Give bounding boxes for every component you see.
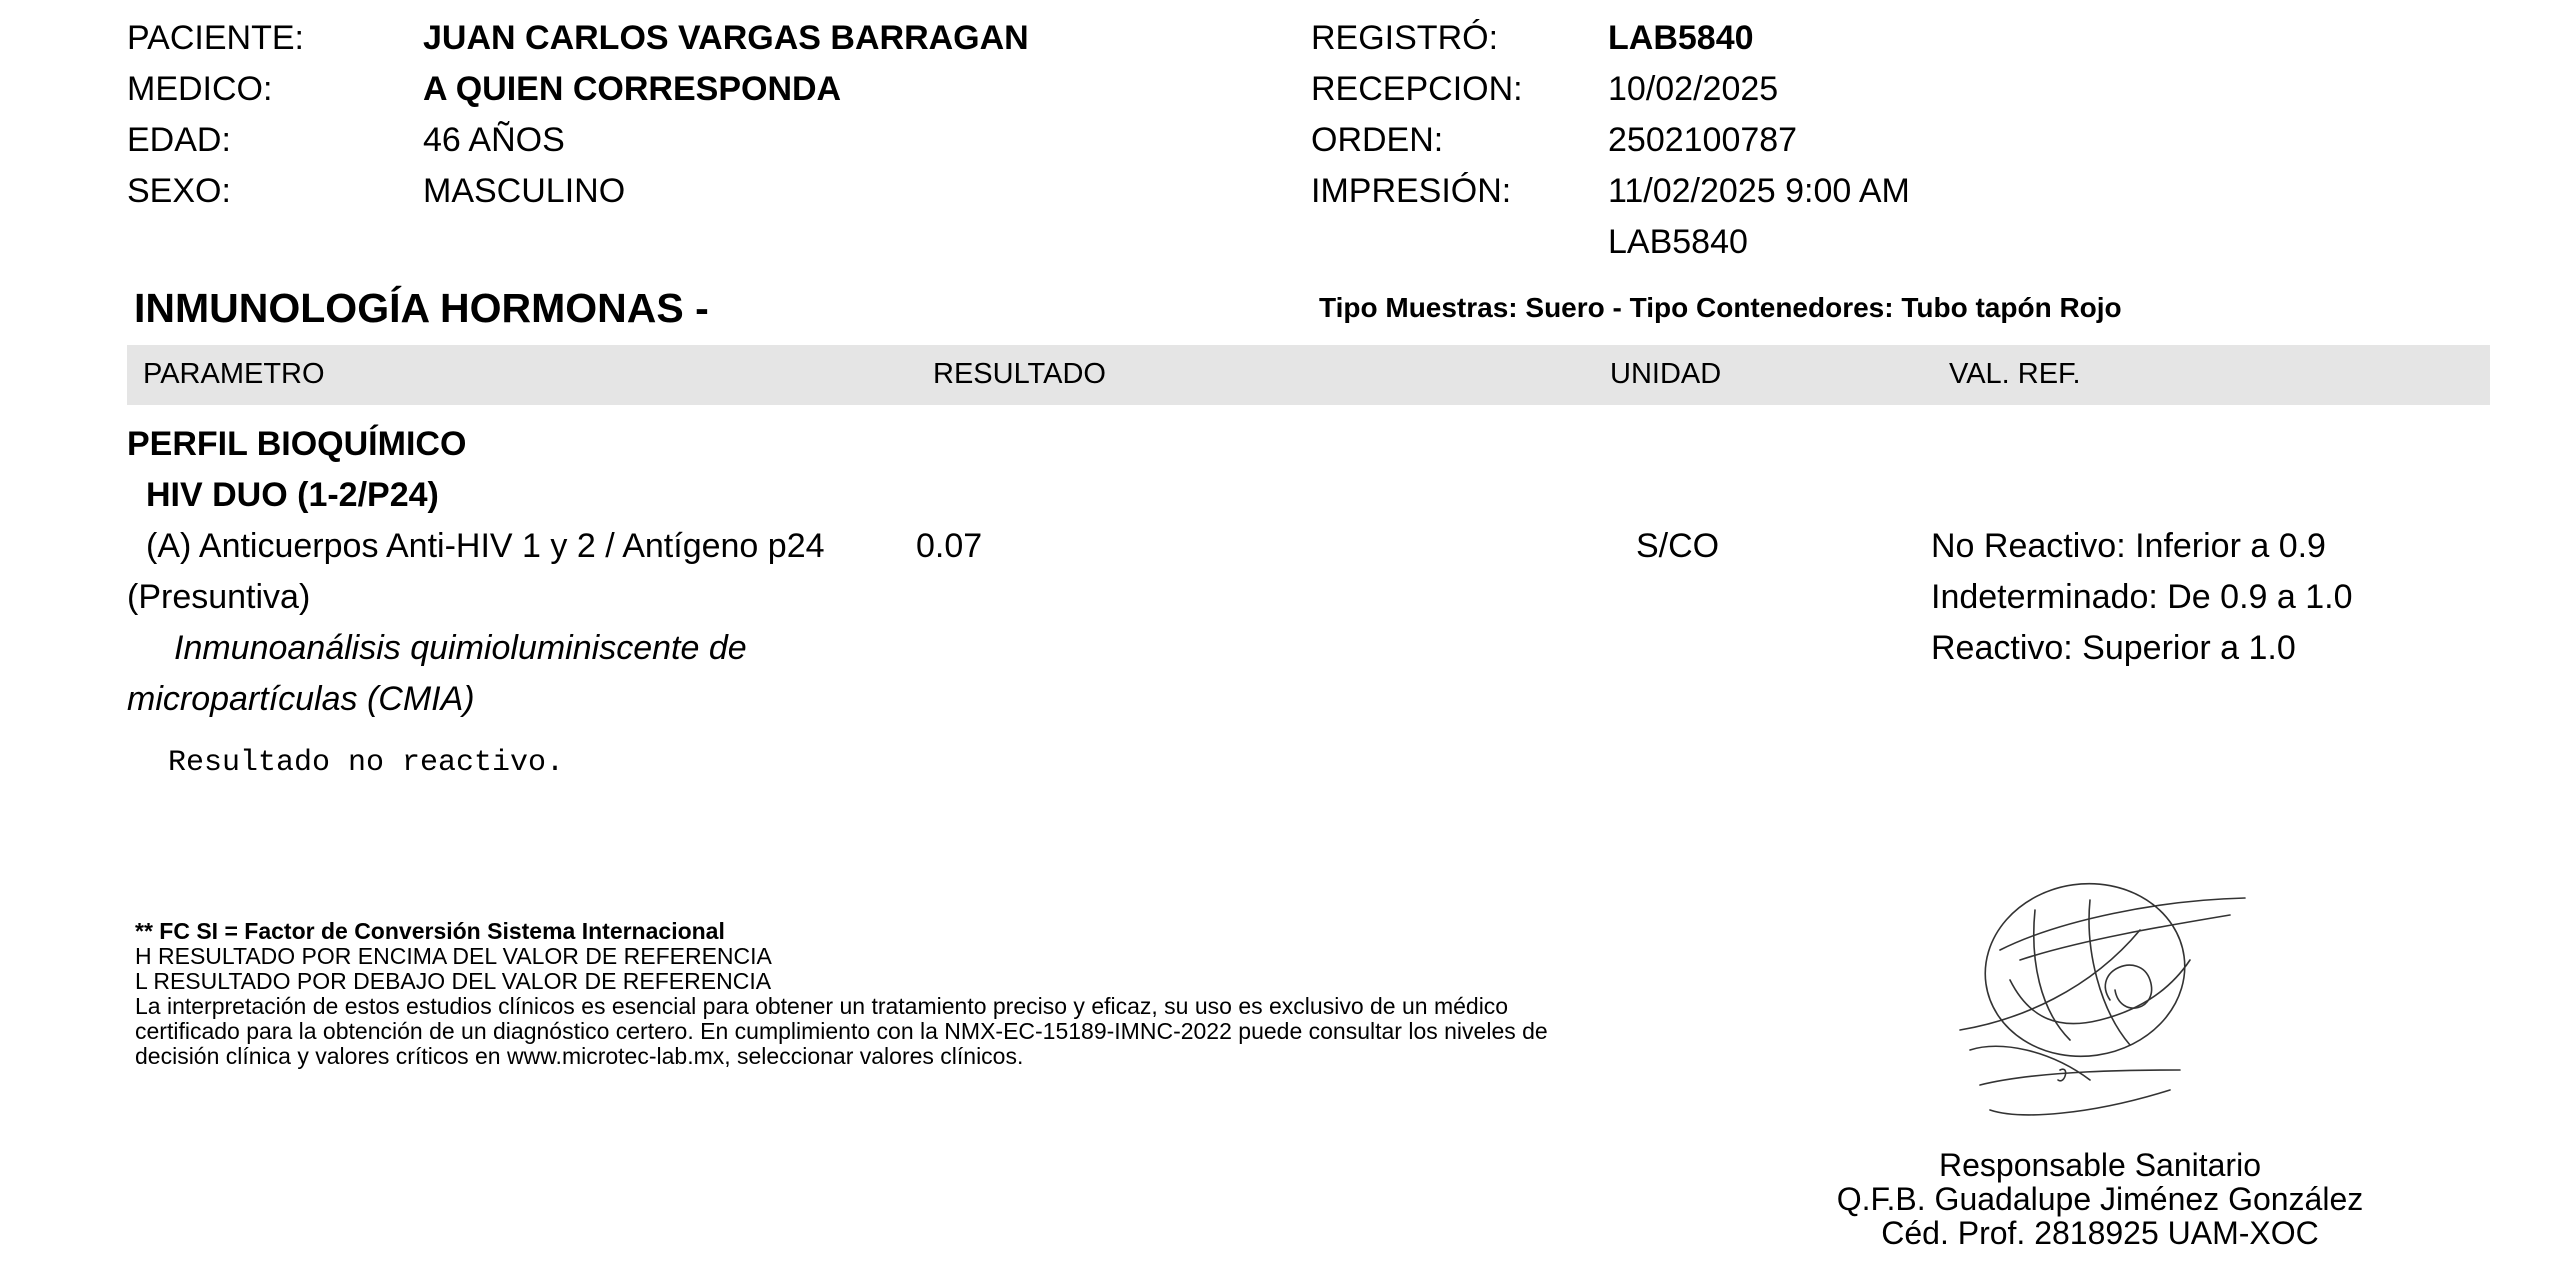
subgroup-title: HIV DUO (1-2/P24) — [146, 476, 439, 514]
sex-label: SEXO: — [127, 172, 231, 210]
impresion-value: 11/02/2025 9:00 AM — [1608, 172, 1910, 210]
table-header — [127, 345, 2490, 405]
column-val-ref: VAL. REF. — [1949, 358, 2081, 390]
patient-label: PACIENTE: — [127, 19, 304, 57]
doctor-name: A QUIEN CORRESPONDA — [423, 70, 842, 108]
footer-l-note: L RESULTADO POR DEBAJO DEL VALOR DE REFERENCIA — [135, 968, 772, 994]
footer-disclaimer-1: La interpretación de estos estudios clínicos es esencial para obtener un tratamiento preciso y eficaz, su uso es exclusivo de un médico — [135, 993, 1509, 1019]
responsible-name: Q.F.B. Guadalupe Jiménez González — [1836, 1181, 2364, 1217]
method-line1: Inmunoanálisis quimioluminiscente de — [174, 629, 747, 667]
ref-indeterminado: Indeterminado: De 0.9 a 1.0 — [1931, 578, 2353, 616]
group-title: PERFIL BIOQUÍMICO — [127, 425, 467, 463]
signature-image — [1940, 870, 2270, 1120]
ref-no-reactivo: No Reactivo: Inferior a 0.9 — [1931, 527, 2326, 565]
test-name: (A) Anticuerpos Anti-HIV 1 y 2 / Antígeno p24 — [146, 527, 825, 565]
column-resultado: RESULTADO — [933, 358, 1106, 390]
recepcion-label: RECEPCION: — [1311, 70, 1523, 108]
column-parametro: PARAMETRO — [143, 358, 325, 390]
unit-value: S/CO — [1636, 527, 1720, 565]
footer-h-note: H RESULTADO POR ENCIMA DEL VALOR DE REFERENCIA — [135, 943, 772, 969]
sample-info: Tipo Muestras: Suero - Tipo Contenedores: Tubo tapón Rojo — [1319, 292, 2122, 323]
section-title: INMUNOLOGÍA HORMONAS - — [134, 285, 709, 331]
method-line2: micropartículas (CMIA) — [127, 680, 475, 718]
registro-label: REGISTRÓ: — [1311, 19, 1499, 57]
age-value: 46 AÑOS — [423, 121, 565, 159]
recepcion-value: 10/02/2025 — [1608, 70, 1779, 108]
column-unidad: UNIDAD — [1610, 358, 1722, 390]
test-name-cont: (Presuntiva) — [127, 578, 311, 616]
record-extra: LAB5840 — [1608, 223, 1748, 261]
ref-reactivo: Reactivo: Superior a 1.0 — [1931, 629, 2296, 667]
footer-disclaimer-2: certificado para la obtención de un diagnóstico certero. En cumplimiento con la NMX-EC-15189-IMNC-2022 puede consultar los niveles de — [135, 1018, 1548, 1044]
patient-name: JUAN CARLOS VARGAS BARRAGAN — [423, 19, 1029, 57]
sex-value: MASCULINO — [423, 172, 626, 210]
responsible-role: Responsable Sanitario — [1939, 1147, 2261, 1183]
footer-disclaimer-3: decisión clínica y valores críticos en www.microtec-lab.mx, seleccionar valores clínicos. — [135, 1043, 1024, 1069]
orden-value: 2502100787 — [1608, 121, 1798, 159]
result-value: 0.07 — [916, 527, 983, 565]
result-comment: Resultado no reactivo. — [168, 746, 565, 780]
registro-value: LAB5840 — [1608, 19, 1754, 57]
orden-label: ORDEN: — [1311, 121, 1444, 159]
responsible-cedula: Céd. Prof. 2818925 UAM-XOC — [1881, 1215, 2319, 1251]
age-label: EDAD: — [127, 121, 231, 159]
doctor-label: MEDICO: — [127, 70, 273, 108]
footer-fc-si: ** FC SI = Factor de Conversión Sistema Internacional — [135, 918, 725, 944]
impresion-label: IMPRESIÓN: — [1311, 172, 1512, 210]
